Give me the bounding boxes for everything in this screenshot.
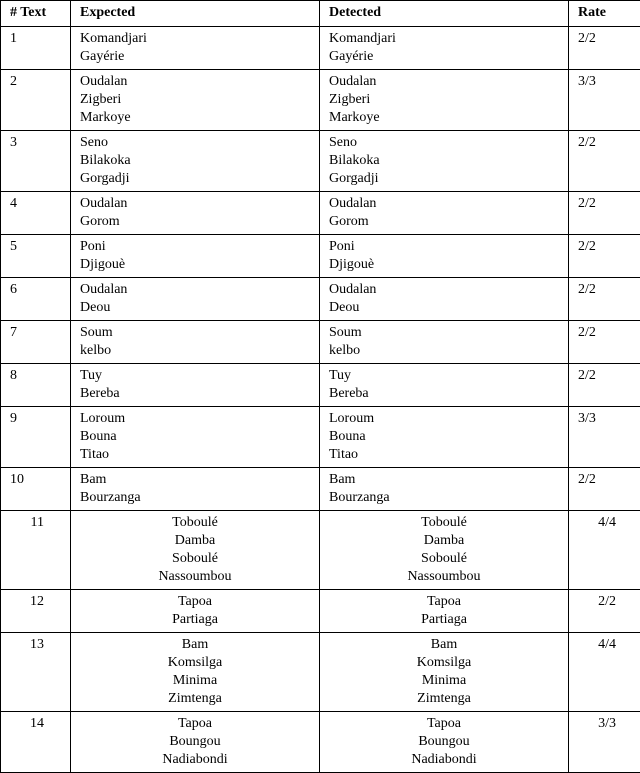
detected-place-name: Poni [329, 238, 568, 256]
cell-rate: 2/2 [569, 278, 640, 321]
expected-place-name: Partiaga [71, 611, 319, 629]
cell-text-number: 3 [1, 131, 71, 192]
expected-place-name: Tapoa [71, 593, 319, 611]
cell-detected [320, 27, 569, 70]
table-row [1, 278, 640, 321]
expected-place-name: Boungou [71, 733, 319, 751]
detected-place-name: Seno [329, 134, 568, 152]
cell-rate: 4/4 [569, 511, 640, 590]
expected-place-name: Seno [80, 134, 319, 152]
detected-place-name: Gorom [329, 213, 568, 231]
cell-detected [320, 131, 569, 192]
detected-place-name: Titao [329, 446, 568, 464]
detected-place-name: Damba [320, 532, 568, 550]
table-row [1, 131, 640, 192]
expected-place-name: Gorom [80, 213, 319, 231]
detected-place-name: Deou [329, 299, 568, 317]
cell-rate: 3/3 [569, 712, 640, 773]
detected-place-name: Soboulé [320, 550, 568, 568]
cell-rate: 2/2 [569, 27, 640, 70]
cell-expected [71, 235, 320, 278]
expected-place-name: Bam [80, 471, 319, 489]
detected-place-name: Markoye [329, 109, 568, 127]
expected-place-name: Damba [71, 532, 319, 550]
expected-place-name: Gorgadji [80, 170, 319, 188]
cell-text-number: 8 [1, 364, 71, 407]
cell-detected [320, 235, 569, 278]
detected-place-name: Gorgadji [329, 170, 568, 188]
expected-place-name: Poni [80, 238, 319, 256]
cell-rate: 2/2 [569, 364, 640, 407]
table-row [1, 590, 640, 633]
detected-place-name: Soum [329, 324, 568, 342]
detected-place-name: Nadiabondi [320, 751, 568, 769]
table-row [1, 407, 640, 468]
detected-place-name: Oudalan [329, 281, 568, 299]
expected-place-name: Oudalan [80, 281, 319, 299]
cell-text-number: 13 [1, 633, 71, 712]
cell-detected [320, 407, 569, 468]
cell-text-number: 14 [1, 712, 71, 773]
table-row [1, 321, 640, 364]
table-row [1, 235, 640, 278]
detected-place-name: Tuy [329, 367, 568, 385]
cell-rate: 2/2 [569, 192, 640, 235]
expected-place-name: Djigouè [80, 256, 319, 274]
expected-place-name: Gayérie [80, 48, 319, 66]
expected-place-name: Toboulé [71, 514, 319, 532]
detected-place-name: Tapoa [320, 593, 568, 611]
expected-place-name: Oudalan [80, 195, 319, 213]
cell-expected [71, 278, 320, 321]
detected-place-name: Bereba [329, 385, 568, 403]
table-body [1, 27, 640, 773]
expected-place-name: Soum [80, 324, 319, 342]
expected-place-name: Titao [80, 446, 319, 464]
cell-rate: 2/2 [569, 468, 640, 511]
expected-place-name: Deou [80, 299, 319, 317]
cell-expected [71, 590, 320, 633]
detected-place-name: kelbo [329, 342, 568, 360]
expected-place-name: Nadiabondi [71, 751, 319, 769]
detected-place-name: Partiaga [320, 611, 568, 629]
expected-place-name: Oudalan [80, 73, 319, 91]
cell-expected [71, 192, 320, 235]
cell-rate: 2/2 [569, 131, 640, 192]
expected-place-name: Nassoumbou [71, 568, 319, 586]
expected-place-name: Tapoa [71, 715, 319, 733]
detected-place-name: Minima [320, 672, 568, 690]
cell-expected [71, 131, 320, 192]
header-rate: Rate [569, 1, 640, 27]
cell-text-number: 1 [1, 27, 71, 70]
expected-place-name: Markoye [80, 109, 319, 127]
expected-place-name: Bouna [80, 428, 319, 446]
expected-place-name: Bilakoka [80, 152, 319, 170]
detected-place-name: Tapoa [320, 715, 568, 733]
table-row [1, 70, 640, 131]
cell-text-number: 9 [1, 407, 71, 468]
detected-place-name: Komsilga [320, 654, 568, 672]
cell-expected [71, 633, 320, 712]
cell-detected [320, 321, 569, 364]
cell-text-number: 11 [1, 511, 71, 590]
cell-detected [320, 192, 569, 235]
cell-text-number: 5 [1, 235, 71, 278]
detected-place-name: Oudalan [329, 195, 568, 213]
detected-place-name: Bilakoka [329, 152, 568, 170]
cell-expected [71, 321, 320, 364]
detected-place-name: Komandjari [329, 30, 568, 48]
header-row [1, 1, 640, 27]
detected-place-name: Nassoumbou [320, 568, 568, 586]
detected-place-name: Zigberi [329, 91, 568, 109]
cell-expected [71, 70, 320, 131]
cell-rate: 2/2 [569, 321, 640, 364]
header-expected: Expected [71, 1, 320, 27]
cell-expected [71, 407, 320, 468]
table-row [1, 192, 640, 235]
cell-text-number: 7 [1, 321, 71, 364]
table-row [1, 633, 640, 712]
detected-place-name: Gayérie [329, 48, 568, 66]
expected-place-name: Bam [71, 636, 319, 654]
expected-place-name: Loroum [80, 410, 319, 428]
cell-expected [71, 511, 320, 590]
table-row [1, 712, 640, 773]
table-row [1, 511, 640, 590]
detected-place-name: Bam [329, 471, 568, 489]
detected-place-name: Oudalan [329, 73, 568, 91]
cell-expected [71, 468, 320, 511]
cell-detected [320, 712, 569, 773]
expected-place-name: kelbo [80, 342, 319, 360]
cell-text-number: 12 [1, 590, 71, 633]
header-detected: Detected [320, 1, 569, 27]
detected-place-name: Djigouè [329, 256, 568, 274]
cell-rate: 4/4 [569, 633, 640, 712]
cell-text-number: 10 [1, 468, 71, 511]
header-text-number: # Text [1, 1, 71, 27]
cell-detected [320, 70, 569, 131]
detected-place-name: Bam [320, 636, 568, 654]
table-row [1, 468, 640, 511]
table-row [1, 364, 640, 407]
cell-expected [71, 27, 320, 70]
detected-place-name: Zimtenga [320, 690, 568, 708]
cell-detected [320, 278, 569, 321]
cell-detected [320, 590, 569, 633]
cell-detected [320, 511, 569, 590]
cell-rate: 3/3 [569, 407, 640, 468]
detected-place-name: Bourzanga [329, 489, 568, 507]
detected-place-name: Bouna [329, 428, 568, 446]
expected-place-name: Tuy [80, 367, 319, 385]
table-row [1, 27, 640, 70]
detected-place-name: Boungou [320, 733, 568, 751]
detected-place-name: Loroum [329, 410, 568, 428]
cell-text-number: 4 [1, 192, 71, 235]
expected-place-name: Zimtenga [71, 690, 319, 708]
expected-place-name: Bourzanga [80, 489, 319, 507]
expected-place-name: Soboulé [71, 550, 319, 568]
detected-place-name: Toboulé [320, 514, 568, 532]
cell-detected [320, 364, 569, 407]
expected-place-name: Komsilga [71, 654, 319, 672]
expected-place-name: Zigberi [80, 91, 319, 109]
cell-rate: 3/3 [569, 70, 640, 131]
cell-text-number: 2 [1, 70, 71, 131]
cell-rate: 2/2 [569, 590, 640, 633]
cell-detected [320, 633, 569, 712]
cell-expected [71, 364, 320, 407]
cell-detected [320, 468, 569, 511]
expected-place-name: Minima [71, 672, 319, 690]
expected-place-name: Bereba [80, 385, 319, 403]
cell-text-number: 6 [1, 278, 71, 321]
cell-rate: 2/2 [569, 235, 640, 278]
cell-expected [71, 712, 320, 773]
expected-place-name: Komandjari [80, 30, 319, 48]
